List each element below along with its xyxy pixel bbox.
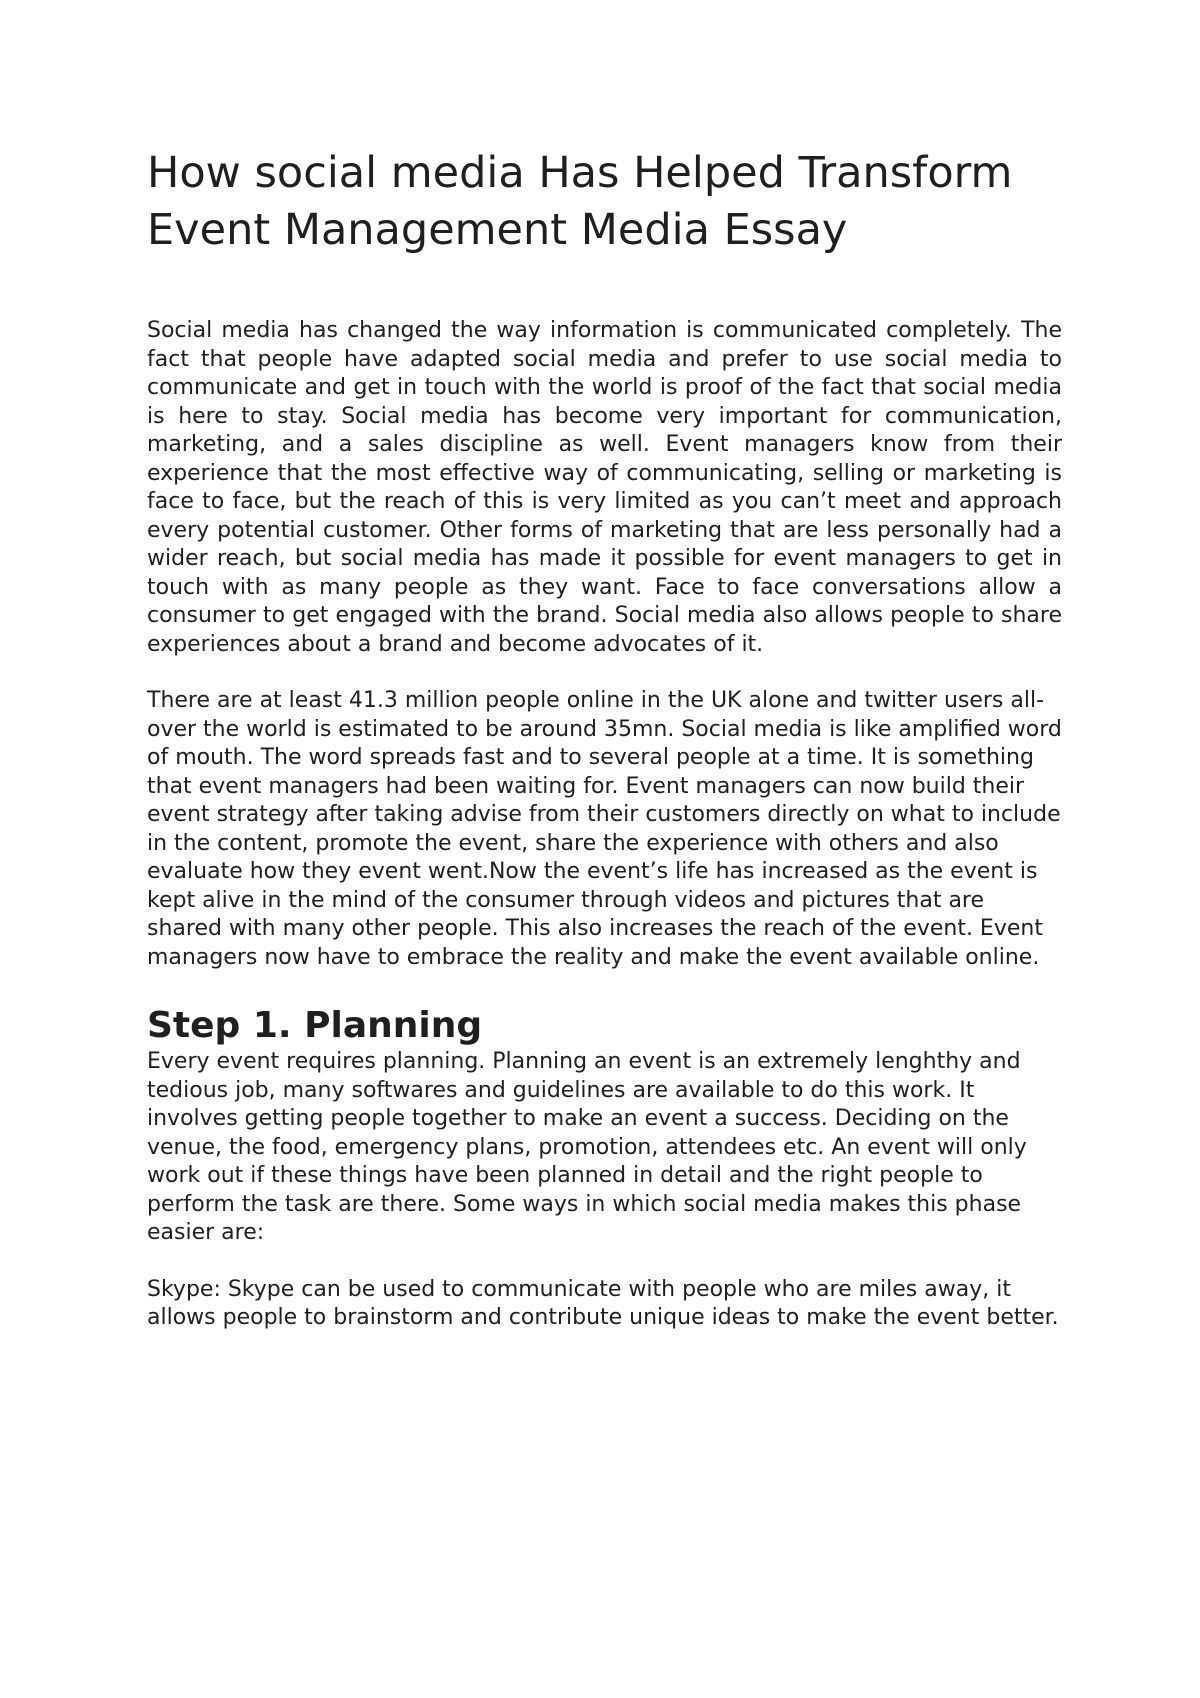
- skype-paragraph: Skype: Skype can be used to communicate with people who are miles away, it allows people to brainstorm and contribute unique ideas to make the event better.: [147, 1276, 1059, 1330]
- planning-paragraph: Every event requires planning. Planning an event is an extremely lenghthy and tedious job, many softwares and guidelines are available to do this work. It involves getting people together to make an event a success. Deciding on the venue, the food, emergency plans, promotion, attendees etc. An event will only work out if these things have been planned in detail and the right people to perform the task are there. Some ways in which social media makes this phase easier are:: [147, 1049, 1027, 1245]
- intro-paragraph: Social media has changed the way information is communicated completely. The fact that people have adapted social media and prefer to use social media to communicate and get in touch with the world is proof of the fact that social media is here to stay. Social media has become very important for communication, marketing, and a sales discipline as well. Event managers know from their experience that the most effective way of communicating, selling or marketing is face to face, but the reach of this is very limited as you can’t meet and approach every potential customer. Other forms of marketing that are less personally had a wider reach, but social media has made it possible for event managers to get in touch with as many people as they want. Face to face conversations allow a consumer to get engaged with the brand. Social media also allows people to share experiences about a brand and become advocates of it.: [147, 318, 1062, 657]
- document-page: [147, 145, 1062, 1333]
- document-title: How social media Has Helped Transform Event Management Media Essay: [147, 148, 1013, 255]
- section-heading: Step 1. Planning: [147, 1005, 483, 1046]
- statistics-paragraph: There are at least 41.3 million people online in the UK alone and twitter users all-over the world is estimated to be around 35mn. Social media is like amplified word of mouth. The word spreads fast and to several people at a time. It is something that event managers had been waiting for. Event managers can now build their event strategy after taking advise from their customers directly on what to include in the content, promote the event, share the experience with others and also evaluate how they event went.Now the event’s life has increased as the event is kept alive in the mind of the consumer through videos and pictures that are shared with many other people. This also increases the reach of the event. Event managers now have to embrace the reality and make the event available online.: [147, 688, 1062, 970]
